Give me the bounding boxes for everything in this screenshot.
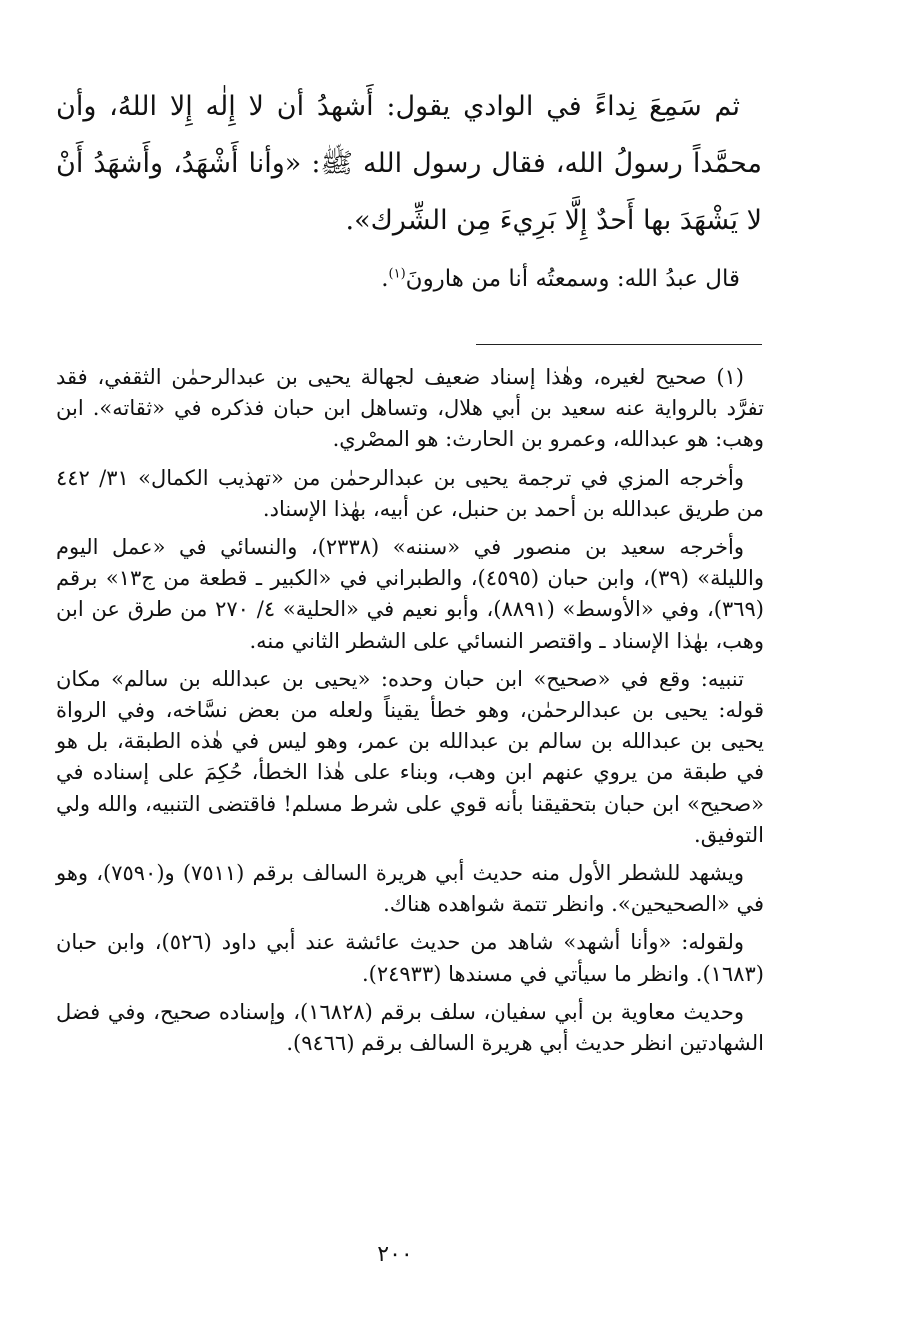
main-quote-text: قال عبدُ الله: وسمعتُه أنا من هارونَ — [405, 266, 740, 292]
footnote-paragraph-3: وأخرجه سعيد بن منصور في «سننه» (٢٣٣٨)، والنسائي في «عمل اليوم والليلة» (٣٩)، وابن حبان (٤٥٩٥)، والطبراني في «الكبير ـ قطعة من ج١٣» برقم (٣٦٩)، وفي «الأوسط» (٨٨٩١)، وأبو نعيم في «الحلية» ٤/ ٢٧٠ من طرق عن ابن وهب، بهٰذا الإسناد ـ واقتصر النسائي على الشطر الثاني منه. — [56, 535, 764, 653]
footnotes — [56, 362, 764, 1066]
footnote-paragraph-6: ولقوله: «وأنا أشهد» شاهد من حديث عائشة عند أبي داود (٥٢٦)، وابن حبان (١٦٨٣). وانظر ما سيأتي في مسندها (٢٤٩٣٣). — [56, 930, 764, 986]
main-paragraph: ثم سَمِعَ نِداءً في الوادي يقول: أَشهدُ أن لا إِلٰه إِلا اللهُ، وأن محمَّداً رسولُ الله، فقال رسول الله ﷺ: «وأنا أَشْهَدُ، وأَشهَدُ أَنْ لا يَشْهَدَ بها أَحدٌ إِلَّا بَرِيءَ مِن الشِّرك». — [56, 91, 762, 236]
footnote-marker: (١) — [388, 266, 406, 282]
footnote-separator — [476, 344, 762, 345]
main-quote-end: . — [381, 266, 389, 292]
footnote-paragraph-4: تنبيه: وقع في «صحيح» ابن حبان وحده: «يحيى بن عبدالله بن سالم» مكان قوله: يحيى بن عبدالرحمٰن، وهو خطأ يقيناً ولعله من بعض نسَّاخه، وفي الرواة يحيى بن عبدالله بن سالم بن عبدالله بن عمر، وهو ليس في هٰذه الطبقة، بل هو في طبقة من يروي عنهم ابن وهب، وبناء على هٰذا الخطأ، حُكِمَ على إسناده في «صحيح» ابن حبان بتحقيقنا بأنه قوي على شرط مسلم! فاقتضى التنبيه، والله ولي التوفيق. — [56, 666, 764, 847]
footnote-paragraph-7: وحديث معاوية بن أبي سفيان، سلف برقم (١٦٨٢٨)، وإسناده صحيح، وفي فضل الشهادتين انظر حديث أبي هريرة السالف برقم (٩٤٦٦). — [56, 999, 764, 1056]
footnote-paragraph-1: (١) صحيح لغيره، وهٰذا إسناد ضعيف لجهالة يحيى بن عبدالرحمٰن الثقفي، فقد تفرَّد بالرواية عنه سعيد بن أبي هلال، وتساهل ابن حبان فذكره في «ثقاته». ابن وهب: هو عبدالله، وعمرو بن الحارث: هو المصْري. — [56, 365, 764, 452]
footnote-paragraph-5: ويشهد للشطر الأول منه حديث أبي هريرة السالف برقم (٧٥١١) و(٧٥٩٠)، وهو في «الصحيحين». وانظر تتمة شواهده هناك. — [56, 861, 764, 917]
main-text — [56, 78, 762, 303]
footnote-paragraph-2: وأخرجه المزي في ترجمة يحيى بن عبدالرحمٰن من «تهذيب الكمال» ٣١/ ٤٤٢ من طريق عبدالله بن أحمد بن حنبل، عن أبيه، بهٰذا الإسناد. — [56, 465, 764, 521]
page-number: ٢٠٠ — [377, 1242, 413, 1267]
main-quote-line — [56, 255, 762, 303]
